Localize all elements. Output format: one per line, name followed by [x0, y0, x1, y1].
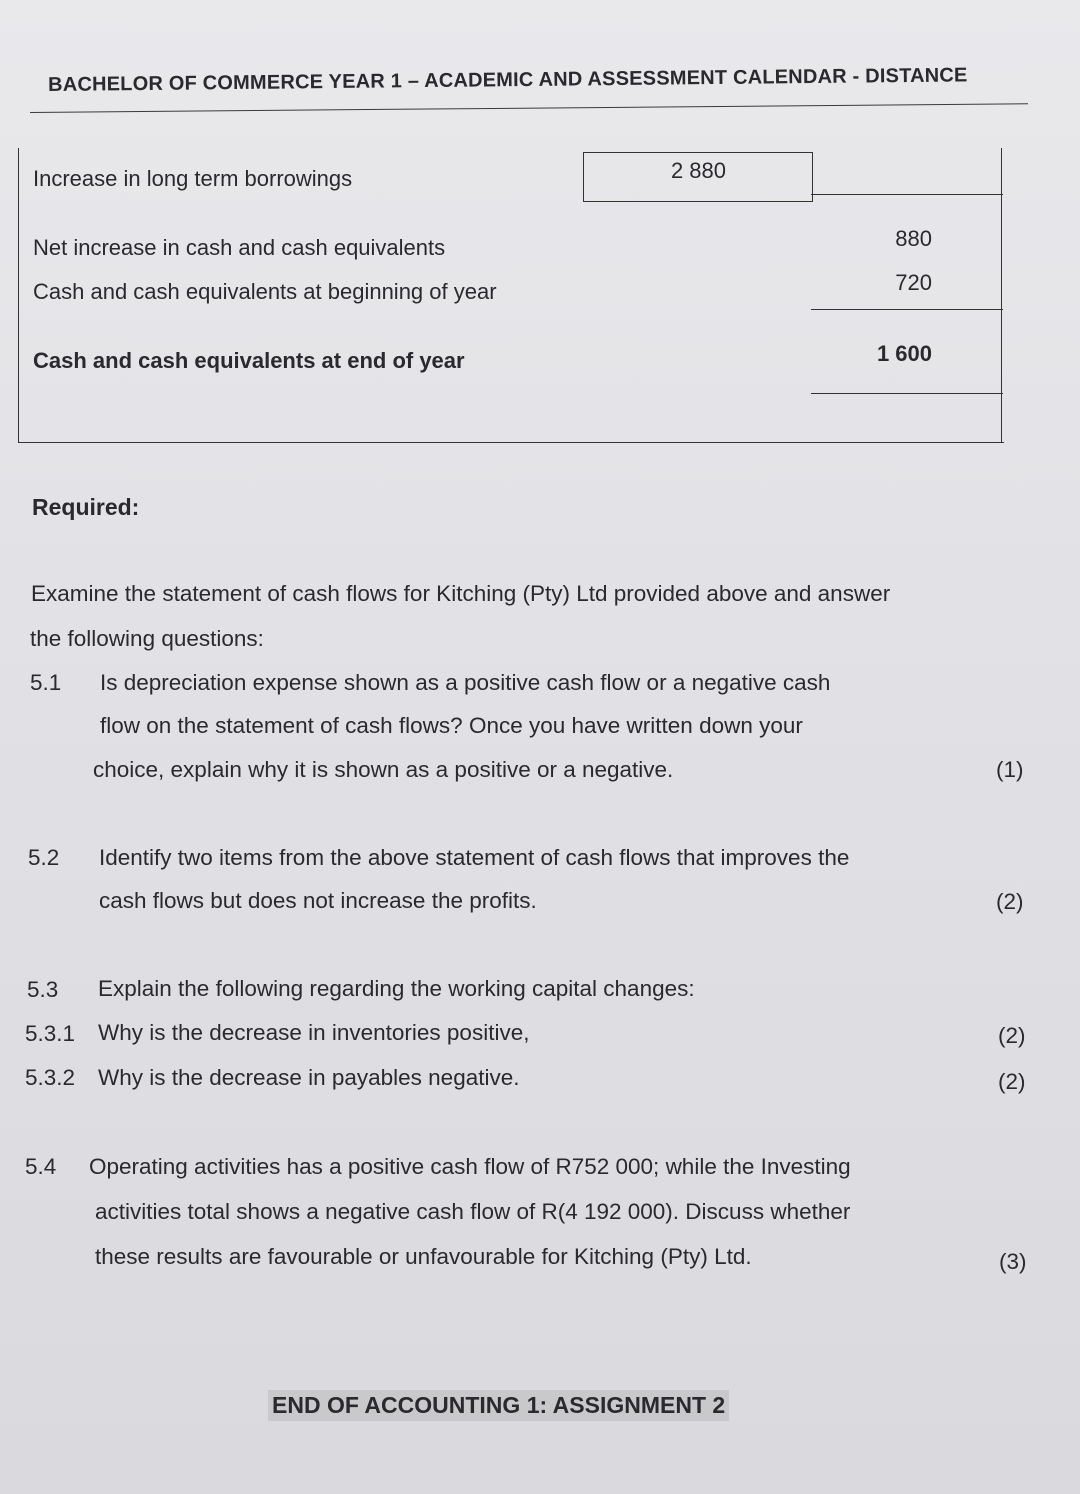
- question-number-5-3-2: 5.3.2: [25, 1065, 76, 1090]
- table-top-rule: [811, 194, 1003, 195]
- row-label-end-of-year: Cash and cash equivalents at end of year: [33, 348, 465, 373]
- question-5-2-marks: (2): [996, 889, 1024, 914]
- question-5-2-line-2: cash flows but does not increase the profits.: [99, 888, 537, 913]
- required-heading: Required:: [32, 494, 140, 520]
- intro-line-1: Examine the statement of cash flows for Kitching (Pty) Ltd provided above and answer: [31, 581, 891, 606]
- row-label-net-increase: Net increase in cash and cash equivalents: [33, 235, 446, 260]
- question-5-3-2-text: Why is the decrease in payables negative.: [98, 1065, 520, 1090]
- question-number-5-4: 5.4: [25, 1154, 57, 1179]
- question-5-3-1-text: Why is the decrease in inventories positive,: [98, 1020, 530, 1045]
- question-number-5-3-1: 5.3.1: [25, 1021, 76, 1046]
- row-value-net-increase: 880: [895, 226, 932, 251]
- subtotal-rule: [811, 309, 1003, 310]
- question-5-1-line-2: flow on the statement of cash flows? Once you have written down your: [100, 713, 803, 738]
- page-header-title: BACHELOR OF COMMERCE YEAR 1 – ACADEMIC AND ASSESSMENT CALENDAR - DISTANCE: [48, 64, 968, 96]
- question-5-4-line-3: these results are favourable or unfavourable for Kitching (Pty) Ltd.: [95, 1244, 752, 1269]
- question-5-3-2-marks: (2): [998, 1069, 1026, 1094]
- table-right-border: [1001, 148, 1002, 442]
- question-number-5-2: 5.2: [28, 845, 60, 870]
- row-label-beginning-of-year: Cash and cash equivalents at beginning of year: [33, 279, 497, 304]
- end-of-assignment-label: END OF ACCOUNTING 1: ASSIGNMENT 2: [268, 1390, 729, 1421]
- question-5-1-marks: (1): [996, 757, 1024, 782]
- total-rule: [811, 393, 1003, 394]
- question-number-5-1: 5.1: [30, 670, 62, 695]
- question-5-4-line-1: Operating activities has a positive cash flow of R752 000; while the Investing: [89, 1154, 851, 1179]
- question-5-3-1-marks: (2): [998, 1023, 1026, 1048]
- question-5-2-line-1: Identify two items from the above statement of cash flows that improves the: [99, 845, 850, 870]
- question-5-1-line-3: choice, explain why it is shown as a positive or a negative.: [93, 757, 674, 782]
- header-underline: [30, 103, 1028, 113]
- row-value-beginning-of-year: 720: [895, 270, 932, 295]
- row-inner-value-long-term-borrowings: 2 880: [670, 158, 726, 183]
- question-5-1-line-1: Is depreciation expense shown as a positive cash flow or a negative cash: [100, 670, 831, 695]
- question-5-4-marks: (3): [999, 1249, 1027, 1274]
- question-number-5-3: 5.3: [27, 977, 59, 1002]
- question-5-4-line-2: activities total shows a negative cash flow of R(4 192 000). Discuss whether: [95, 1199, 851, 1224]
- row-value-end-of-year: 1 600: [876, 341, 932, 366]
- row-label-long-term-borrowings: Increase in long term borrowings: [33, 166, 353, 191]
- question-5-3-line-1: Explain the following regarding the working capital changes:: [98, 976, 695, 1001]
- intro-line-2: the following questions:: [30, 626, 264, 651]
